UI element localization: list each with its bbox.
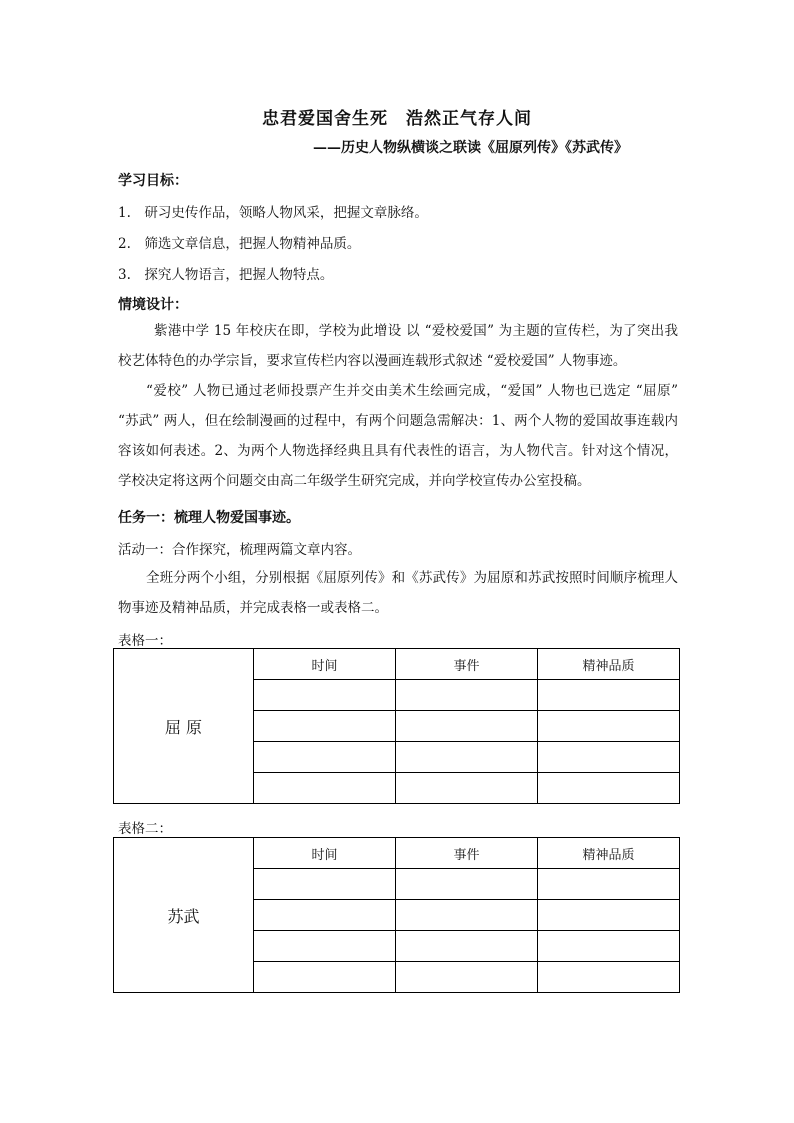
activity1-description: 全班分两个小组，分别根据《屈原列传》和《苏武传》为屈原和苏武按照时间顺序梳理人物事迹及精神品质，并完成表格一或表格二。 bbox=[118, 570, 678, 616]
context-paragraph: 紫港中学 15 年校庆在即，学校为此增设 以 “爱校爱国” 为主题的宣传栏，为了突出我校艺体特色的办学宗旨，要求宣传栏内容以漫画连载形式叙述 “爱校爱国” 人物事迹。 bbox=[118, 323, 678, 369]
table-cell bbox=[396, 931, 538, 962]
table-cell bbox=[254, 773, 396, 804]
goal-item: 1. 研习史传作品，领略人物风采，把握文章脉络。 bbox=[118, 205, 428, 221]
table-cell bbox=[396, 742, 538, 773]
table1-header-time: 时间 bbox=[254, 649, 396, 680]
table1 bbox=[113, 648, 680, 804]
table1-label: 表格一： bbox=[118, 633, 172, 649]
table-cell bbox=[396, 869, 538, 900]
goal-item: 3. 探究人物语言，把握人物特点。 bbox=[118, 267, 334, 283]
table-cell bbox=[254, 869, 396, 900]
table-cell bbox=[396, 900, 538, 931]
table2-header-quality: 精神品质 bbox=[538, 838, 680, 869]
table2-header-event: 事件 bbox=[396, 838, 538, 869]
table-cell bbox=[538, 931, 680, 962]
table2-header-time: 时间 bbox=[254, 838, 396, 869]
goal-item: 2. 筛选文章信息，把握人物精神品质。 bbox=[118, 236, 361, 252]
page-subtitle: ——历史人物纵横谈之联读《屈原列传》《苏武传》 bbox=[313, 140, 628, 156]
table-cell bbox=[538, 711, 680, 742]
table-cell bbox=[538, 773, 680, 804]
table1-header-quality: 精神品质 bbox=[538, 649, 680, 680]
table-cell bbox=[254, 680, 396, 711]
page-title: 忠君爱国舍生死 浩然正气存人间 bbox=[262, 109, 532, 129]
table-cell bbox=[396, 962, 538, 993]
table-cell bbox=[538, 680, 680, 711]
table1-person-cell: 屈 原 bbox=[114, 649, 254, 804]
table-cell bbox=[254, 742, 396, 773]
task1-heading: 任务一：梳理人物爱国事迹。 bbox=[118, 510, 300, 526]
table-cell bbox=[538, 900, 680, 931]
table-cell bbox=[254, 931, 396, 962]
table-cell bbox=[254, 711, 396, 742]
table-cell bbox=[396, 680, 538, 711]
table-cell bbox=[396, 773, 538, 804]
table1-header-event: 事件 bbox=[396, 649, 538, 680]
table-cell bbox=[254, 962, 396, 993]
context-paragraph: “爱校” 人物已通过老师投票产生并交由美术生绘画完成，“爱国” 人物也已选定 “屈原” “苏武” 两人，但在绘制漫画的过程中，有两个问题急需解决：1、两个人物的爱国故事连载内容该如何表述。2、为两个人物选择经典且具有代表性的语言，为人物代言。针对这个情况，学校决定将这两个问题交由高二年级学生研究完成，并向学校宣传办公室投稿。 bbox=[118, 383, 678, 489]
context-heading: 情境设计： bbox=[118, 297, 188, 313]
goals-heading: 学习目标： bbox=[118, 173, 188, 189]
table-cell bbox=[538, 869, 680, 900]
table2 bbox=[113, 837, 680, 993]
table-cell bbox=[254, 900, 396, 931]
activity1: 活动一：合作探究，梳理两篇文章内容。 bbox=[118, 542, 361, 558]
table-cell bbox=[396, 711, 538, 742]
table2-person-cell: 苏武 bbox=[114, 838, 254, 993]
table2-label: 表格二： bbox=[118, 821, 172, 837]
table-cell bbox=[538, 742, 680, 773]
table-cell bbox=[538, 962, 680, 993]
